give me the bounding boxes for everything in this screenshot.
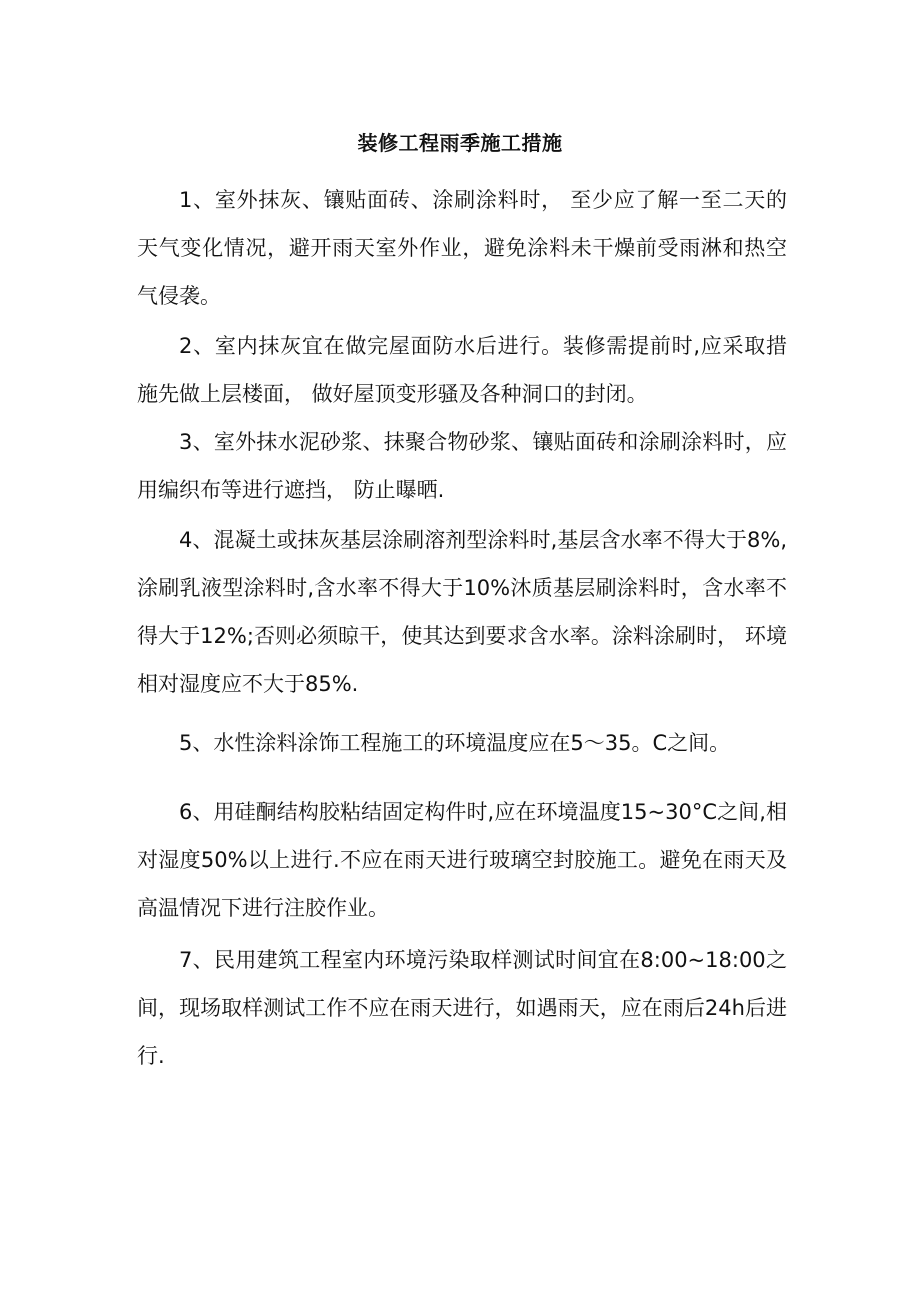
paragraph-3: 3、室外抹水泥砂浆、抹聚合物砂浆、镶贴面砖和涂刷涂料时，应用编织布等进行遮挡， 防止曝晒. [137, 430, 787, 502]
paragraph-2: 2、室内抹灰宜在做完屋面防水后进行。装修需提前时,应采取措施先做上层楼面， 做好屋顶变形骚及各种洞口的封闭。 [137, 334, 787, 406]
paragraph-4: 4、混凝土或抹灰基层涂刷溶剂型涂料时,基层含水率不得大于8%,涂刷乳液型涂料时,含水率不得大于10%沐质基层刷涂料时，含水率不得大于12%;否则必须晾干，使其达到要求含水率。涂料涂刷时， 环境相对湿度应不大于85%. [137, 528, 787, 696]
paragraph-7: 7、民用建筑工程室内环境污染取样测试时间宜在8:00~18:00之间，现场取样测试工作不应在雨天进行，如遇雨天，应在雨后24h后进行. [137, 948, 787, 1068]
paragraph-6: 6、用硅酮结构胶粘结固定构件时,应在环境温度15~30°C之间,相对湿度50%以上进行.不应在雨天进行玻璃空封胶施工。避免在雨天及高温情况下进行注胶作业。 [137, 800, 787, 920]
paragraph-1: 1、室外抹灰、镶贴面砖、涂刷涂料时， 至少应了解一至二天的天气变化情况，避开雨天室外作业，避免涂料未干燥前受雨淋和热空气侵袭。 [137, 188, 787, 308]
document-title: 装修工程雨季施工措施 [357, 131, 563, 155]
paragraph-5: 5、水性涂料涂饰工程施工的环境温度应在5～35。C之间。 [179, 731, 731, 755]
